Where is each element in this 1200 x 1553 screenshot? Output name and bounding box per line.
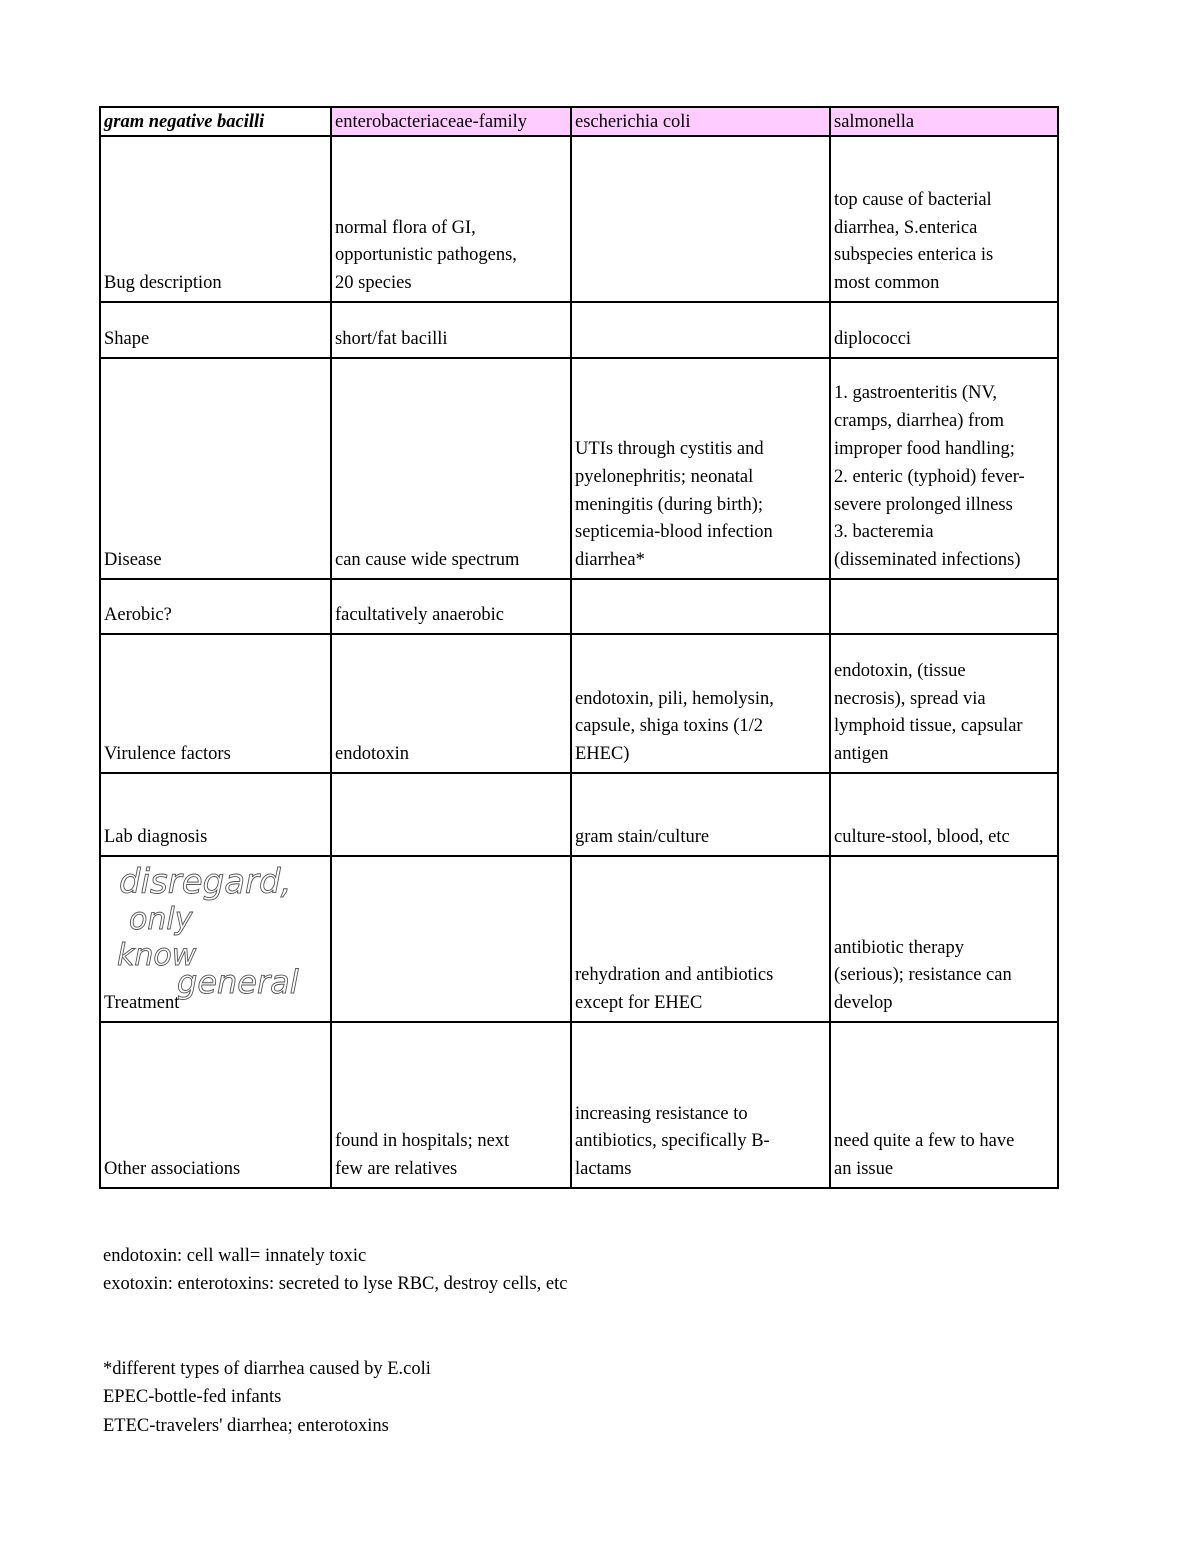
cell-escherichia-coli: gram stain/culture	[571, 773, 830, 856]
row-virulence-factors	[100, 634, 1058, 773]
table-header-row	[100, 107, 1058, 136]
bacteria-table	[99, 106, 1059, 1189]
handwriting-line-2: only	[129, 902, 193, 937]
cell-escherichia-coli	[571, 136, 830, 302]
header-salmonella: salmonella	[830, 107, 1058, 136]
note-exotoxin: exotoxin: enterotoxins: secreted to lyse RBC, destroy cells, etc	[103, 1274, 568, 1295]
note-endotoxin: endotoxin: cell wall= innately toxic	[103, 1246, 367, 1266]
cell-salmonella: 1. gastroenteritis (NV, cramps, diarrhea) from improper food handling; 2. enteric (typhoid) fever- severe prolonged illness 3. bacteremia (disseminated infections)	[830, 358, 1058, 579]
cell-salmonella: need quite a few to have an issue	[830, 1022, 1058, 1188]
cell-salmonella: endotoxin, (tissue necrosis), spread via lymphoid tissue, capsular antigen	[830, 634, 1058, 773]
row-aerobic	[100, 579, 1058, 634]
cell-enterobacteriaceae: short/fat bacilli	[331, 302, 571, 358]
cell-enterobacteriaceae	[331, 773, 571, 856]
handwriting-line-3: know	[117, 938, 197, 973]
row-label: Disease	[100, 358, 331, 579]
header-gram-negative-bacilli: gram negative bacilli	[100, 107, 331, 136]
cell-enterobacteriaceae: found in hospitals; next few are relatives	[331, 1022, 571, 1188]
row-label-treatment	[100, 856, 331, 1022]
cell-salmonella	[830, 579, 1058, 634]
row-label: Other associations	[100, 1022, 331, 1188]
header-escherichia-coli: escherichia coli	[571, 107, 830, 136]
cell-enterobacteriaceae: endotoxin	[331, 634, 571, 773]
row-treatment	[100, 856, 1058, 1022]
toxin-notes	[103, 1242, 567, 1299]
handwriting-line-4: general	[177, 963, 299, 1001]
header-enterobacteriaceae: enterobacteriaceae-family	[331, 107, 571, 136]
row-label: Bug description	[100, 136, 331, 302]
row-disease	[100, 358, 1058, 579]
cell-escherichia-coli	[571, 302, 830, 358]
cell-escherichia-coli	[571, 579, 830, 634]
row-bug-description	[100, 136, 1058, 302]
cell-escherichia-coli: UTIs through cystitis and pyelonephritis; neonatal meningitis (during birth); septicemia-blood infection diarrhea*	[571, 358, 830, 579]
cell-enterobacteriaceae: normal flora of GI, opportunistic pathogens, 20 species	[331, 136, 571, 302]
cell-enterobacteriaceae: facultatively anaerobic	[331, 579, 571, 634]
cell-enterobacteriaceae	[331, 856, 571, 1022]
row-label: Treatment	[104, 993, 180, 1014]
row-other-associations	[100, 1022, 1058, 1188]
row-label: Shape	[100, 302, 331, 358]
cell-salmonella: top cause of bacterial diarrhea, S.enterica subspecies enterica is most common	[830, 136, 1058, 302]
row-label: Virulence factors	[100, 634, 331, 773]
cell-salmonella: antibiotic therapy (serious); resistance can develop	[830, 856, 1058, 1022]
note-epec: EPEC-bottle-fed infants	[103, 1387, 282, 1408]
cell-escherichia-coli: increasing resistance to antibiotics, specifically B- lactams	[571, 1022, 830, 1188]
cell-escherichia-coli: endotoxin, pili, hemolysin, capsule, shiga toxins (1/2 EHEC)	[571, 634, 830, 773]
row-shape	[100, 302, 1058, 358]
row-label: Lab diagnosis	[100, 773, 331, 856]
handwriting-line-1: disregard,	[119, 863, 292, 902]
diarrhea-notes	[103, 1355, 431, 1440]
handwritten-note	[115, 863, 315, 1003]
cell-salmonella: diplococci	[830, 302, 1058, 358]
cell-escherichia-coli: rehydration and antibiotics except for EHEC	[571, 856, 830, 1022]
note-etec: ETEC-travelers' diarrhea; enterotoxins	[103, 1415, 389, 1436]
note-diarrhea-types: *different types of diarrhea caused by E.coli	[103, 1359, 431, 1379]
cell-salmonella: culture-stool, blood, etc	[830, 773, 1058, 856]
row-label: Aerobic?	[100, 579, 331, 634]
cell-enterobacteriaceae: can cause wide spectrum	[331, 358, 571, 579]
row-lab-diagnosis	[100, 773, 1058, 856]
